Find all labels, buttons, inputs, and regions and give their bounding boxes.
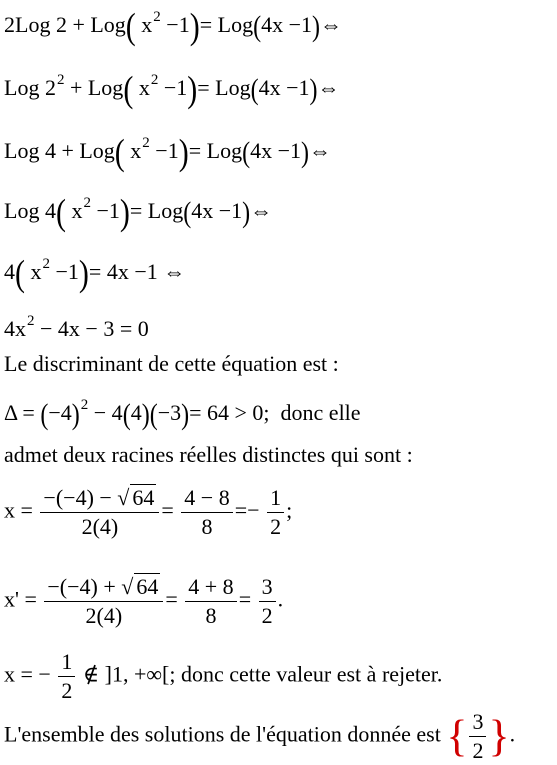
equation-line-6: $4x^2 - 4x - 3 = 0$ <box>4 313 149 341</box>
equation-line-2: Log $2^2 + Log$( $x^2 -1)= Log(4x$ −1)⇔ <box>4 68 340 110</box>
equation-line-4: Log 4( $x^2 -1)= Log(4x$ −1)⇔ <box>4 191 273 233</box>
equation-line-1: 2Log 2 + Log( $x^2 -1)= Log(4x$ −1)⇔ <box>4 5 342 47</box>
roots-intro-text: admet deux racines réelles distinctes qui sont : <box>4 442 413 467</box>
discriminant-calc: $\Delta = (-4)^2 - 4(4)(-3)= 64 > 0$; donc elle <box>4 397 361 432</box>
discriminant-text: Le discriminant de cette équation est : <box>4 351 339 376</box>
root-x1-fraction: $\frac{-(-4) - √ 64}{2(4)}$ <box>40 486 159 539</box>
root-x1: x = $\frac{-(-4) - √ 64}{2(4)}$ = $\frac{4 - 8}{8}$ =− $\frac{1}{2}$ ; <box>4 485 293 540</box>
root-x2-result: $\frac{3}{2}$ <box>259 575 276 628</box>
root-x1-result: $\frac{1}{2}$ <box>267 486 284 539</box>
equation-line-5: 4( $x^2 -1)= 4x -1$ ⇔ <box>4 252 186 294</box>
equation-line-3: Log 4 + Log( $x^2 -1)= Log(4x$ −1)⇔ <box>4 131 331 173</box>
root-x1-simplified: $\frac{4 - 8}{8}$ <box>181 486 232 539</box>
solution-set-line: L'ensemble des solutions de l'équation donnée est { $\frac{3}{2}$ }. <box>4 709 516 764</box>
root-x2-fraction: $\frac{-(-4) + √ 64}{2(4)}$ <box>44 575 163 628</box>
root-x2-simplified: $\frac{4 + 8}{8}$ <box>185 575 236 628</box>
rejection-fraction: $\frac{1}{2}$ <box>58 650 75 703</box>
solution-fraction: $\frac{3}{2}$ <box>469 710 486 763</box>
rejection-line: x = − $\frac{1}{2}$ ∉ ]1, +∞[; donc cette valeur est à rejeter. <box>4 649 443 704</box>
root-x2: x' = $\frac{-(-4) + √ 64}{2(4)}$ = $\frac{4 + 8}{8}$ = $\frac{3}{2}$ . <box>4 574 284 629</box>
